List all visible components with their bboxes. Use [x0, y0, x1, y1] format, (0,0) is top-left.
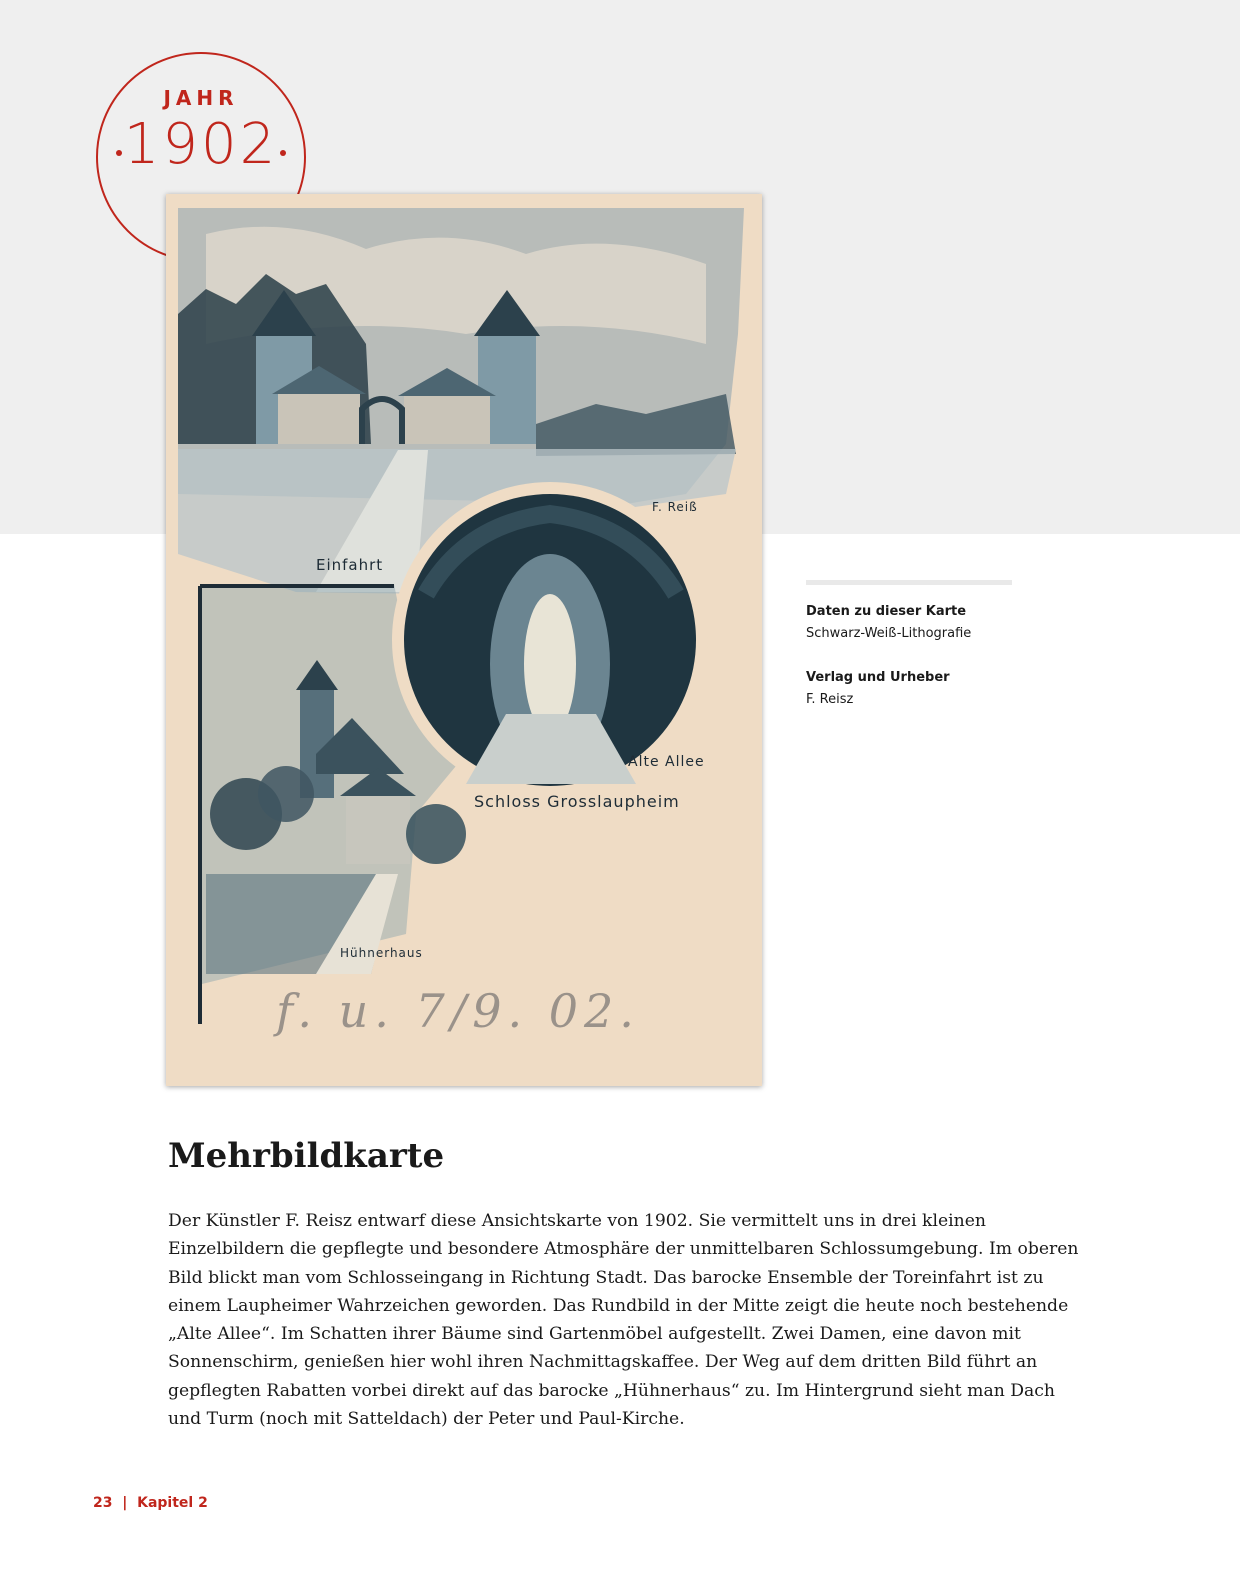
publisher-label: Verlag und Urheber	[806, 670, 950, 685]
stamp-dot-right	[280, 150, 286, 156]
card-data-panel	[806, 580, 1012, 733]
postcard-caption-einfahrt: Einfahrt	[316, 556, 384, 574]
postcard-caption-huehnerhaus: Hühnerhaus	[340, 946, 423, 960]
chapter-label: Kapitel 2	[137, 1495, 208, 1511]
card-data-label: Daten zu dieser Karte	[806, 604, 967, 619]
postcard-illustration	[166, 194, 762, 1086]
page-footer	[93, 1495, 208, 1511]
postcard-image	[166, 194, 762, 1086]
postcard-handwriting: f. u. 7/9. 02.	[276, 984, 640, 1038]
stamp-year: 1902	[123, 112, 279, 177]
page-number: 23	[93, 1495, 113, 1511]
article-body: Der Künstler F. Reisz entwarf diese Ansichtskarte von 1902. Sie vermittelt uns in drei kleinen Einzelbildern die gepflegte und besondere Atmosphäre der unmittelbaren Schlossumgebung. Im oberen Bild blickt man vom Schlosseingang in Richtung Stadt. Das barocke Ensemble der Toreinfahrt ist zu einem Laupheimer Wahrzeichen geworden. Das Rundbild in der Mitte zeigt die heute noch bestehende „Alte Allee“. Im Schatten ihrer Bäume sind Gartenmöbel aufgestellt. Zwei Damen, eine davon mit Sonnenschirm, genießen hier wohl ihren Nachmittagskaffee. Der Weg auf dem dritten Bild führt an gepflegten Rabatten vorbei direkt auf das barocke „Hühnerhaus“ zu. Im Hintergrund sieht man Dach und Turm (noch mit Satteldach) der Peter und Paul-Kirche.	[168, 1211, 1079, 1430]
stamp-label: JAHR	[163, 86, 239, 110]
postcard-signature: F. Reiß	[652, 500, 698, 514]
postcard-caption-alte-allee: Alte Allee	[628, 754, 705, 770]
footer-separator: |	[122, 1495, 128, 1511]
postcard-caption-schloss: Schloss Grosslaupheim	[474, 792, 680, 811]
publisher-value: F. Reisz	[806, 692, 854, 707]
article-title: Mehrbildkarte	[168, 1136, 445, 1176]
card-data-value: Schwarz-Weiß-Lithografie	[806, 626, 972, 641]
